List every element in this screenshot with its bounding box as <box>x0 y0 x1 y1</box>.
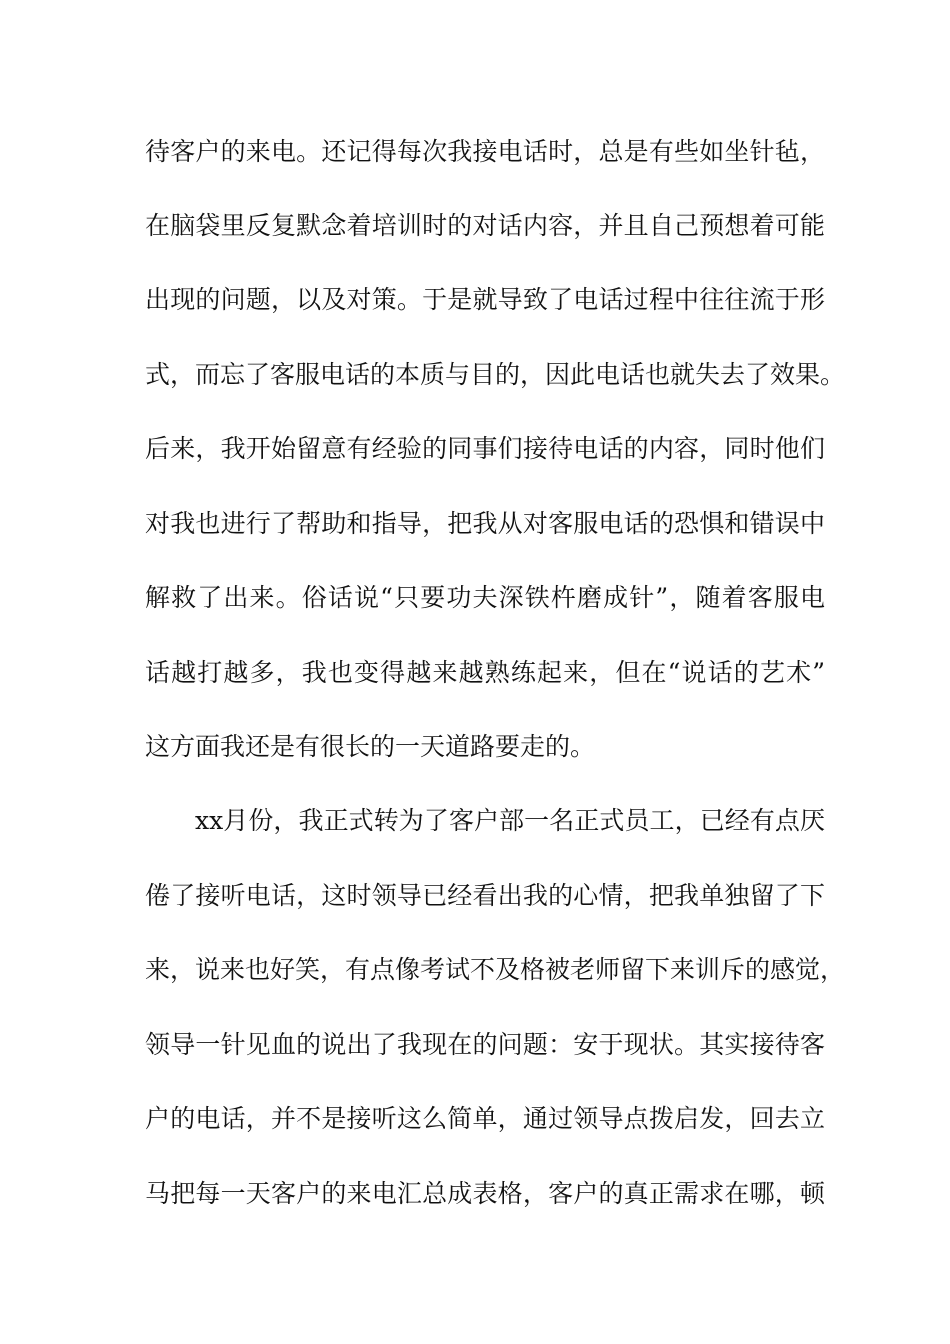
text-line-6: 对我也进行了帮助和指导，把我从对客服电话的恐惧和错误中 <box>145 509 825 538</box>
text-line-3: 出现的问题，以及对策。于是就导致了电话过程中往往流于形 <box>145 285 825 314</box>
text-line-2: 在脑袋里反复默念着培训时的对话内容，并且自己预想着可能 <box>145 211 825 240</box>
text-line-15: 马把每一天客户的来电汇总成表格，客户的真正需求在哪，顿 <box>145 1179 825 1208</box>
text-line-9: 这方面我还是有很长的一天道路要走的。 <box>145 732 596 761</box>
text-line-12: 来，说来也好笑，有点像考试不及格被老师留下来训斥的感觉， <box>145 955 846 984</box>
text-line-13: 领导一针见血的说出了我现在的问题：安于现状。其实接待客 <box>145 1030 825 1059</box>
text-line-7: 解救了出来。俗话说“只要功夫深铁杵磨成针”，随着客服电 <box>145 583 825 612</box>
text-line-5: 后来，我开始留意有经验的同事们接待电话的内容，同时他们 <box>145 434 825 463</box>
text-line-10: xx月份，我正式转为了客户部一名正式员工，已经有点厌 <box>195 806 825 835</box>
text-line-4: 式，而忘了客服电话的本质与目的，因此电话也就失去了效果。 <box>145 360 846 389</box>
text-line-11: 倦了接听电话，这时领导已经看出我的心情，把我单独留了下 <box>145 881 825 910</box>
text-line-8: 话越打越多，我也变得越来越熟练起来，但在“说话的艺术” <box>145 658 825 687</box>
text-line-14: 户的电话，并不是接听这么简单，通过领导点拨启发，回去立 <box>145 1104 825 1133</box>
text-line-1: 待客户的来电。还记得每次我接电话时，总是有些如坐针毡， <box>145 137 825 166</box>
